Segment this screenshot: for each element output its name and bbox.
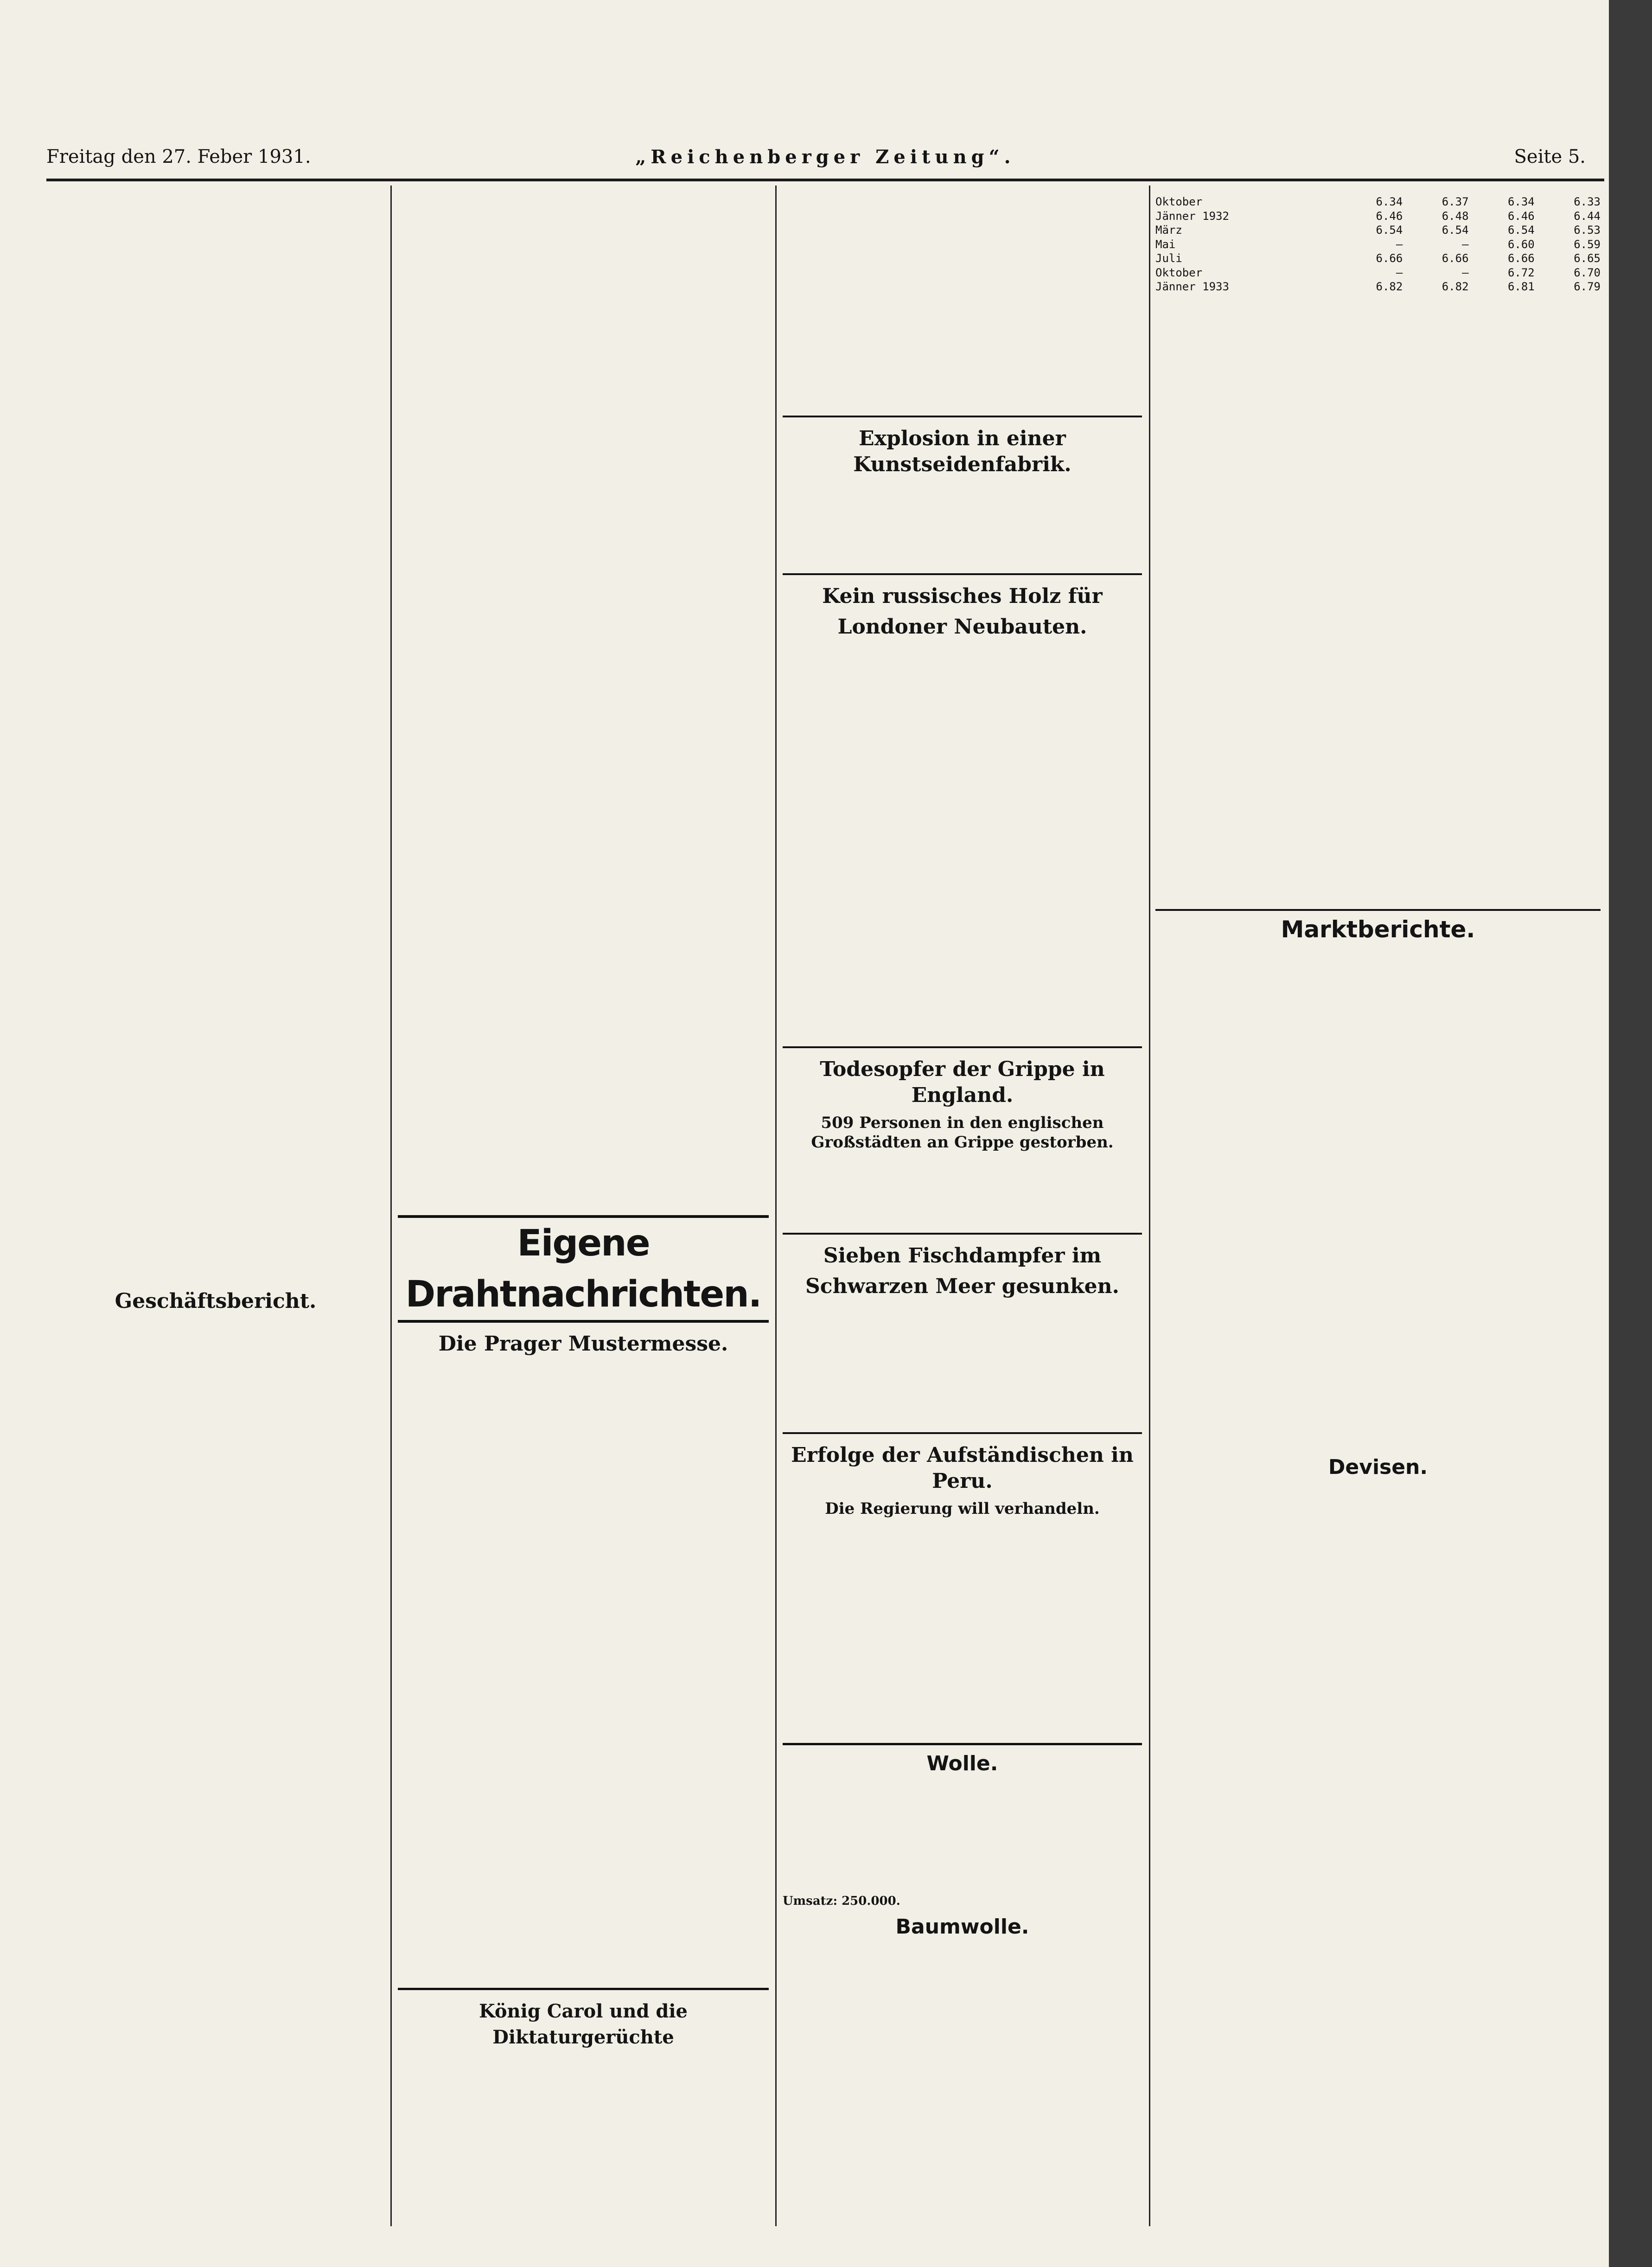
table-cell-value: 6.48 — [1442, 209, 1469, 223]
table-cell-label: Oktober — [1155, 195, 1203, 208]
table-cell-value: 6.44 — [1574, 209, 1601, 223]
banner-eigene-drahtnachrichten: Eigene Drahtnachrichten. — [398, 1215, 769, 1323]
table-cell-value: 6.54 — [1376, 224, 1403, 237]
table-devisen — [1155, 1486, 1601, 2182]
article-explosion — [783, 482, 1142, 570]
table-cell-value: — — [1396, 266, 1403, 279]
subheadline-grippe: 509 Personen in den englischen Großstädten an Grippe gestorben. — [811, 1114, 1114, 1152]
header-rule — [46, 179, 1604, 181]
section-title-geschaeftsbericht: Geschäftsbericht. — [115, 1289, 317, 1313]
headline-fischdampfer-1: Sieben Fischdampfer im — [823, 1244, 1102, 1268]
table-cell-label: März — [1155, 224, 1182, 237]
table-cell-value: 6.79 — [1574, 280, 1601, 293]
column-2 — [398, 195, 769, 2226]
table-cell-value: 6.81 — [1507, 280, 1535, 293]
table-cell-value: 6.66 — [1442, 252, 1469, 265]
table-baumwolle-terminkurse — [1155, 195, 1601, 294]
article-rumaenien-fortsetzung — [783, 195, 1142, 413]
headline-grippe-england: Todesopfer der Grippe in England. — [820, 1057, 1105, 1107]
article-prager-mustermesse — [398, 1362, 769, 1983]
column-rule — [1149, 186, 1150, 2226]
table-cell-value: 6.33 — [1574, 195, 1601, 208]
table-cell-label: Jänner 1933 — [1155, 280, 1229, 293]
table-row — [1155, 195, 1601, 209]
table-cell-value: — — [1396, 237, 1403, 251]
table-row — [1155, 266, 1601, 280]
table-row — [1155, 223, 1601, 237]
column-3 — [783, 195, 1142, 2226]
table-cell-value: 6.34 — [1507, 195, 1535, 208]
table-row — [1155, 280, 1601, 294]
article-russisches-holz — [783, 645, 1142, 1044]
table-cell-label: Juli — [1155, 252, 1182, 265]
headline-fischdampfer-2: Schwarzen Meer gesunken. — [805, 1274, 1119, 1298]
table-cell-value: 6.82 — [1442, 280, 1469, 293]
section-title-marktberichte: Marktberichte. — [1281, 916, 1475, 943]
headline-russisches-holz-2: Londoner Neubauten. — [837, 615, 1087, 639]
article-wirtschaftsnachrichten — [398, 195, 769, 1206]
article-peru — [783, 1522, 1142, 1740]
table-wolle — [783, 1782, 1142, 1894]
section-title-baumwolle: Baumwolle. — [895, 1915, 1029, 1939]
table-cell-value: 6.65 — [1574, 252, 1601, 265]
subheadline-peru: Die Regierung will verhandeln. — [825, 1499, 1100, 1518]
table-row — [1155, 237, 1601, 252]
table-cell-label: Mai — [1155, 237, 1176, 251]
article-marktberichte — [1155, 948, 1601, 1449]
headline-explosion-kunstseidenfabrik: Explosion in einer Kunstseidenfabrik. — [853, 427, 1072, 476]
table-cell-label: Jänner 1932 — [1155, 209, 1229, 223]
table-cell-value: 6.60 — [1507, 237, 1535, 251]
table-cell-value: 6.37 — [1442, 195, 1469, 208]
section-title-wolle: Wolle. — [926, 1752, 998, 1775]
table-cell-value: — — [1462, 237, 1469, 251]
wolle-umsatz: Umsatz: 250.000. — [783, 1894, 900, 1908]
header-date: Freitag den 27. Feber 1931. — [46, 146, 311, 167]
table-cell-value: 6.66 — [1376, 252, 1403, 265]
table-baumwolle — [783, 1946, 1142, 2122]
column-rule — [390, 186, 392, 2226]
column-rule — [775, 186, 777, 2226]
table-cell-value: 6.54 — [1507, 224, 1535, 237]
article-koenig-carol — [398, 2055, 769, 2194]
header-page-number: Seite 5. — [1514, 146, 1586, 167]
headline-russisches-holz-1: Kein russisches Holz für — [822, 584, 1103, 608]
header-paper-title: „Reichenberger Zeitung“. — [635, 146, 1015, 168]
table-row — [1155, 251, 1601, 266]
table-cell-value: 6.70 — [1574, 266, 1601, 279]
headline-peru: Erfolge der Aufständischen in Peru. — [791, 1443, 1134, 1493]
article-grippe — [783, 1156, 1142, 1230]
headline-koenig-carol: König Carol und die Diktaturgerüchte — [478, 2000, 688, 2048]
column-4 — [1155, 195, 1601, 2226]
table-cell-value: — — [1462, 266, 1469, 279]
section-title-devisen: Devisen. — [1328, 1455, 1428, 1479]
table-cell-label: Oktober — [1155, 266, 1203, 279]
table-cell-value: 6.34 — [1376, 195, 1403, 208]
table-cell-value: 6.72 — [1507, 266, 1535, 279]
table-aegypten — [1155, 294, 1601, 906]
table-cell-value: 6.59 — [1574, 237, 1601, 251]
article-geschaeftsbericht — [49, 1319, 383, 2200]
table-row — [1155, 209, 1601, 224]
table-cell-value: 6.66 — [1507, 252, 1535, 265]
column-1 — [49, 195, 383, 2226]
table-cell-value: 6.54 — [1442, 224, 1469, 237]
table-cell-value: 6.82 — [1376, 280, 1403, 293]
table-cell-value: 6.46 — [1376, 209, 1403, 223]
headline-prager-mustermesse: Die Prager Mustermesse. — [438, 1332, 728, 1356]
article-fischdampfer — [783, 1304, 1142, 1429]
page-header — [46, 141, 1604, 174]
table-cell-value: 6.46 — [1507, 209, 1535, 223]
article-porzellanmalerei — [49, 195, 383, 1280]
table-cell-value: 6.53 — [1574, 224, 1601, 237]
